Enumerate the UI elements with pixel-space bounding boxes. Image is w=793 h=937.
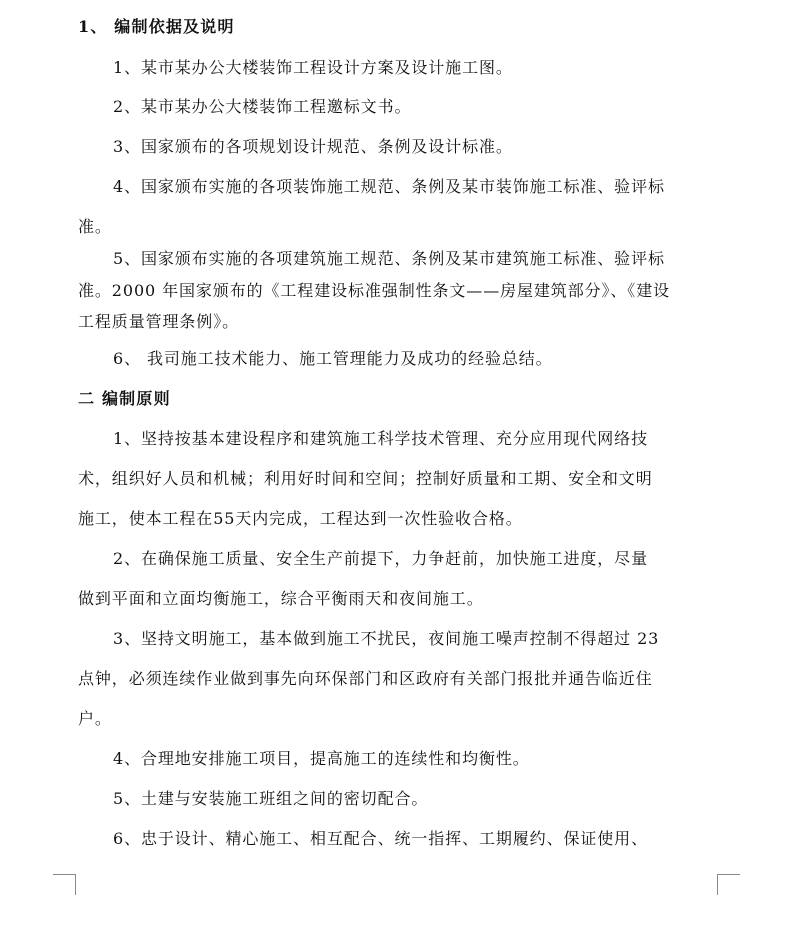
principle-paragraph-3-line-1: 3、坚持文明施工，基本做到施工不扰民，夜间施工噪声控制不得超过 23 <box>113 629 660 648</box>
basis-paragraph-5-line-3: 工程质量管理条例》。 <box>78 312 240 331</box>
page-corner-mark-left <box>53 874 76 895</box>
basis-paragraph-4-line-2: 准。 <box>78 217 112 236</box>
principle-paragraph-1-line-1: 1、坚持按基本建设程序和建筑施工科学技术管理、充分应用现代网络技 <box>113 429 648 448</box>
basis-paragraph-2: 2、某市某办公大楼装饰工程邀标文书。 <box>113 97 412 116</box>
principle-paragraph-6: 6、忠于设计、精心施工、相互配合、统一指挥、工期履约、保证使用、 <box>113 829 648 848</box>
principle-paragraph-3-line-2: 点钟，必须连续作业做到事先向环保部门和区政府有关部门报批并通告临近住 <box>78 669 653 688</box>
basis-paragraph-1: 1、某市某办公大楼装饰工程设计方案及设计施工图。 <box>113 58 513 77</box>
basis-paragraph-4-line-1: 4、国家颁布实施的各项装饰施工规范、条例及某市装饰施工标准、验评标 <box>113 177 665 196</box>
principle-paragraph-2-line-2: 做到平面和立面均衡施工，综合平衡雨天和夜间施工。 <box>78 589 484 608</box>
page-corner-mark-right <box>717 874 740 895</box>
section-heading-principles: 二 编制原则 <box>78 389 171 408</box>
principle-paragraph-3-line-3: 户。 <box>78 709 112 728</box>
principle-paragraph-5: 5、土建与安装施工班组之间的密切配合。 <box>113 789 429 808</box>
basis-paragraph-5-line-1: 5、国家颁布实施的各项建筑施工规范、条例及某市建筑施工标准、验评标 <box>113 249 665 268</box>
principle-paragraph-4: 4、合理地安排施工项目，提高施工的连续性和均衡性。 <box>113 749 530 768</box>
basis-paragraph-6: 6、 我司施工技术能力、施工管理能力及成功的经验总结。 <box>113 349 553 368</box>
basis-paragraph-5-line-2: 准。2000 年国家颁布的《工程建设标准强制性条文——房屋建筑部分》、《建设 <box>78 281 671 300</box>
principle-paragraph-2-line-1: 2、在确保施工质量、安全生产前提下，力争赶前，加快施工进度，尽量 <box>113 549 648 568</box>
principle-paragraph-1-line-3: 施工，使本工程在55天内完成，工程达到一次性验收合格。 <box>78 509 523 528</box>
basis-paragraph-3: 3、国家颁布的各项规划设计规范、条例及设计标准。 <box>113 137 513 156</box>
section-heading-basis: 1、 编制依据及说明 <box>78 17 235 36</box>
principle-paragraph-1-line-2: 术，组织好人员和机械；利用好时间和空间；控制好质量和工期、安全和文明 <box>78 469 653 488</box>
